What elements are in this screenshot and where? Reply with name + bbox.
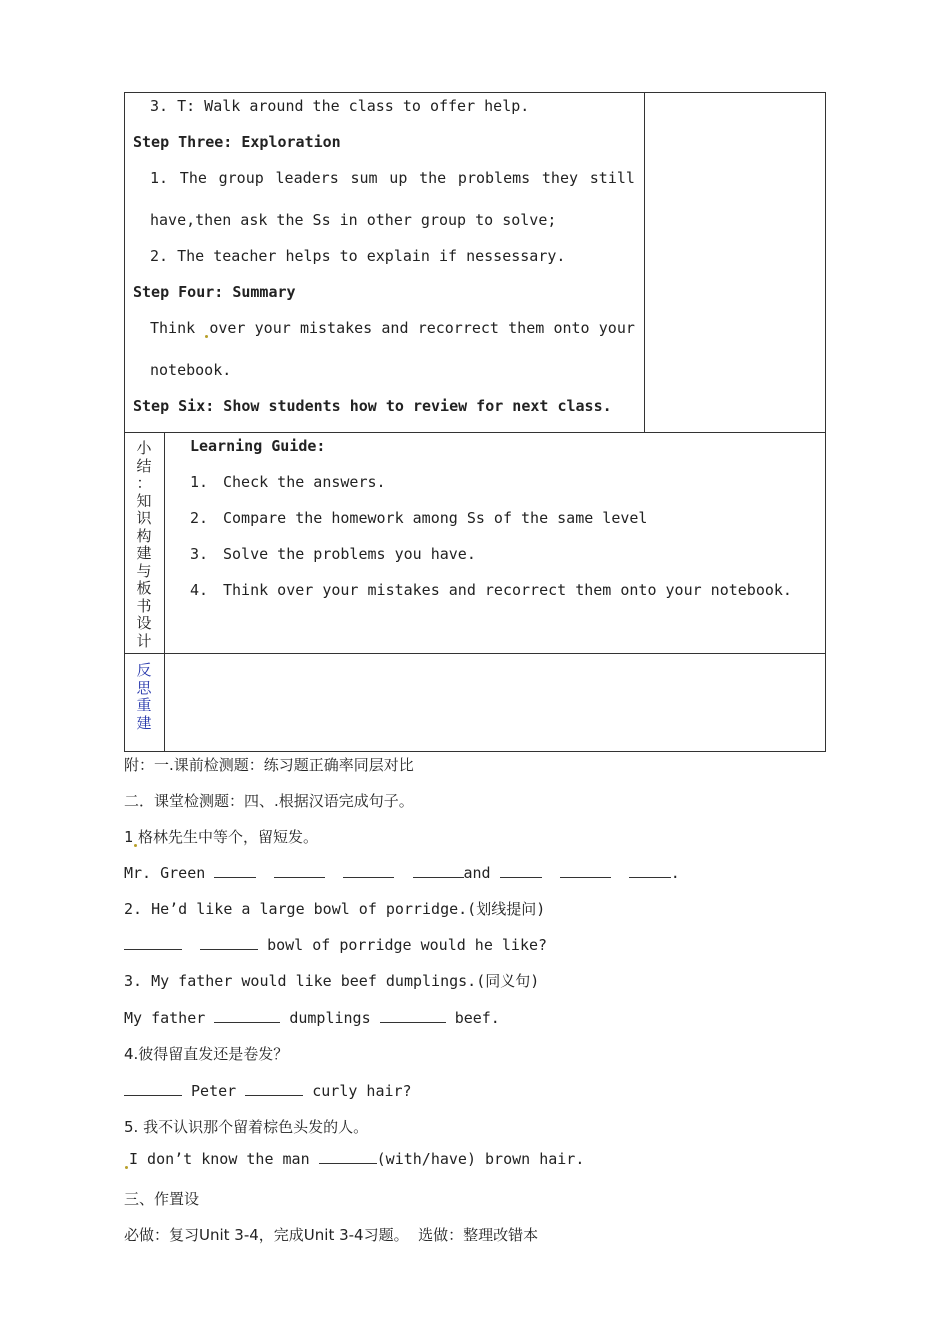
answer-blank[interactable] — [214, 1008, 280, 1023]
step-three-heading: Step Three: Exploration — [133, 133, 341, 151]
label-column-divider — [164, 432, 165, 752]
question-2: 2. He’d like a large bowl of porridge.(划线提问) — [124, 900, 546, 918]
step-six-heading: Step Six: Show students how to review for next class. — [133, 397, 612, 415]
answer-blank[interactable] — [560, 863, 611, 878]
guide-item-1-text: Check the answers. — [223, 473, 386, 491]
row-divider-2 — [124, 653, 826, 654]
guide-item-3-text: Solve the problems you have. — [223, 545, 476, 563]
exploration-item-2: 2. The teacher helps to explain if nessessary. — [150, 247, 566, 265]
answer-blank[interactable] — [124, 935, 182, 950]
guide-item-2-number: 2. — [190, 509, 209, 527]
marker-dot — [134, 844, 137, 847]
question-1: 1 格林先生中等个，留短发。 — [124, 828, 319, 846]
marker-dot — [205, 335, 208, 338]
answer-blank[interactable] — [274, 863, 325, 878]
answer-blank[interactable] — [245, 1081, 303, 1096]
answer-blank[interactable] — [343, 863, 394, 878]
answer-blank[interactable] — [413, 863, 464, 878]
homework-heading: 三、作置设 — [124, 1190, 200, 1208]
question-3-answer-line: My father dumplings beef. — [124, 1009, 500, 1027]
exploration-item-1-line-2: have,then ask the Ss in other group to solve; — [150, 211, 557, 229]
guide-item-3-number: 3. — [190, 545, 209, 563]
row-divider-1 — [124, 432, 826, 433]
answer-blank[interactable] — [380, 1008, 446, 1023]
question-1-answer-line: Mr. Green and . — [124, 864, 680, 882]
question-3: 3. My father would like beef dumplings.(同义句) — [124, 972, 540, 990]
homework-assignment: 必做：复习Unit 3-4，完成Unit 3-4习题。 选做：整理改错本 — [124, 1226, 539, 1244]
table-border-top — [124, 92, 826, 93]
summary-row-label: 小 结 ： 知 识 构 建 与 板 书 设 计 — [136, 439, 152, 650]
table-border-bottom — [124, 751, 826, 752]
guide-item-4-text: Think over your mistakes and recorrect them onto your notebook. — [223, 581, 792, 599]
answer-blank[interactable] — [214, 863, 256, 878]
question-5-answer-line: I don’t know the man (with/have) brown hair. — [124, 1149, 584, 1169]
summary-line-1: Think over your mistakes and recorrect them onto your — [150, 319, 635, 337]
offer-help-line: 3. T: Walk around the class to offer help. — [150, 97, 530, 115]
reflection-row-label: 反 思 重 建 — [136, 661, 152, 732]
upper-column-divider — [644, 92, 645, 432]
learning-guide-title: Learning Guide: — [190, 437, 326, 455]
guide-item-4-number: 4. — [190, 581, 209, 599]
question-4-answer-line: Peter curly hair? — [124, 1081, 412, 1101]
guide-item-1-number: 1. — [190, 473, 209, 491]
answer-blank[interactable] — [124, 1081, 182, 1096]
marker-dot — [125, 1166, 128, 1169]
appendix-line-1: 附：一.课前检测题：练习题正确率同层对比 — [124, 756, 414, 774]
appendix-line-2: 二．课堂检测题：四、.根据汉语完成句子。 — [124, 792, 414, 810]
answer-blank[interactable] — [319, 1149, 377, 1164]
exploration-item-1-line-1: 1. The group leaders sum up the problems they still — [150, 169, 635, 187]
question-4: 4.彼得留直发还是卷发？ — [124, 1045, 289, 1063]
answer-blank[interactable] — [200, 935, 258, 950]
question-2-answer-line: bowl of porridge would he like? — [124, 935, 547, 955]
question-5: 5. 我不认识那个留着棕色头发的人。 — [124, 1118, 369, 1136]
summary-line-2: notebook. — [150, 361, 232, 379]
step-four-heading: Step Four: Summary — [133, 283, 296, 301]
answer-blank[interactable] — [500, 863, 542, 878]
answer-blank[interactable] — [629, 863, 671, 878]
guide-item-2-text: Compare the homework among Ss of the same level — [223, 509, 648, 527]
